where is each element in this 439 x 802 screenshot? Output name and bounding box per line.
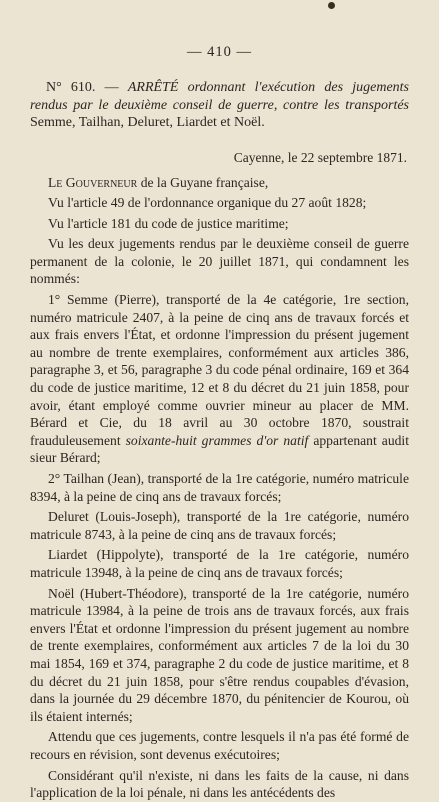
italic-phrase: soixante-huit grammes d'or natif bbox=[125, 432, 309, 448]
paragraph-deluret: Deluret (Louis-Joseph), transporté de la 1re catégorie, numéro matricule 8743, à la peine de cinq ans de travaux forcés; bbox=[30, 509, 409, 542]
paragraph-vu-jugements: Vu les deux jugements rendus par le deuxième conseil de guerre permanent de la colonie, le 20 juillet 1871, qui condamnent les nommés: bbox=[30, 236, 409, 287]
page-number: — 410 — bbox=[187, 44, 252, 60]
paragraph-text: de la Guyane française, bbox=[137, 174, 269, 190]
paragraph-considerant: Considérant qu'il n'existe, ni dans les faits de la cause, ni dans l'application de la loi pénale, ni dans les antécédents des bbox=[30, 767, 409, 801]
paragraph-tail: appartenant audit sieur Bérard; bbox=[30, 432, 409, 466]
paragraph-tailhan: 2° Tailhan (Jean), transporté de la 1re catégorie, numéro matricule 8394, à la peine de cinq ans de travaux forcés; bbox=[30, 471, 409, 504]
decree-title: ARRÊTÉ ordonnant l'exécution des jugements rendus par le deuxième conseil de guerre, contre les transportés bbox=[30, 80, 409, 113]
governor-title: Le Gouverneur bbox=[48, 174, 138, 190]
paragraph-vu-ordonnance: Vu l'article 49 de l'ordonnance organique du 27 août 1828; bbox=[48, 195, 367, 211]
paragraph-text: 1° Semme (Pierre), transporté de la 4e catégorie, 1re section, numéro matricule 2407, à la peine de cinq ans de travaux forcés et aux frais envers l'État, et ordonne l'impression du présent jugement au nombre de trente exemplaires, conformément aux articles 386, paragraphe 3, et 56, paragraphe 3 du code pénal ordinaire, 169 et 364 du code de justice maritime, 12 et 8 du décret du 21 juin 1858, pour avoir, étant employé comme ouvrier mineur au placer de MM. Bérard et Cie, du 18 avril au 30 octobre 1870, soustrait frauduleusement bbox=[30, 292, 409, 448]
ink-spot bbox=[328, 2, 335, 9]
heading-dash: — bbox=[95, 80, 128, 95]
paragraph-liardet: Liardet (Hippolyte), transporté de la 1re catégorie, numéro matricule 13948, à la peine de cinq ans de travaux forcés; bbox=[30, 547, 409, 580]
paragraph-attendu: Attendu que ces jugements, contre lesquels il n'a pas été formé de recours en révision, sont devenus exécutoires; bbox=[30, 729, 409, 762]
paragraph-noel: Noël (Hubert-Théodore), transporté de la 1re catégorie, numéro matricule 13984, à la peine de trois ans de travaux forcés, aux frais envers l'État et ordonne l'impression du présent jugement au nombre de trente exemplaires, conformément aux articles 7 de la loi du 30 mai 1854, 169 et 374, paragraphe 2 du code de justice maritime, et 8 du décret du 21 juin 1858, pour s'être rendus coupables d'évasion, dans la journée du 29 décembre 1870, du pénitencier de Kourou, où ils étaient internés; bbox=[30, 585, 409, 724]
decree-number: N° 610. bbox=[46, 80, 96, 95]
paragraph-governor bbox=[30, 174, 409, 192]
paragraph-vu-code: Vu l'article 181 du code de justice maritime; bbox=[48, 215, 289, 231]
dateline: Cayenne, le 22 septembre 1871. bbox=[233, 149, 407, 165]
decree-heading bbox=[30, 79, 409, 132]
paragraph-semme bbox=[30, 291, 409, 467]
decree-names: Semme, Tailhan, Deluret, Liardet et Noël. bbox=[30, 115, 265, 130]
